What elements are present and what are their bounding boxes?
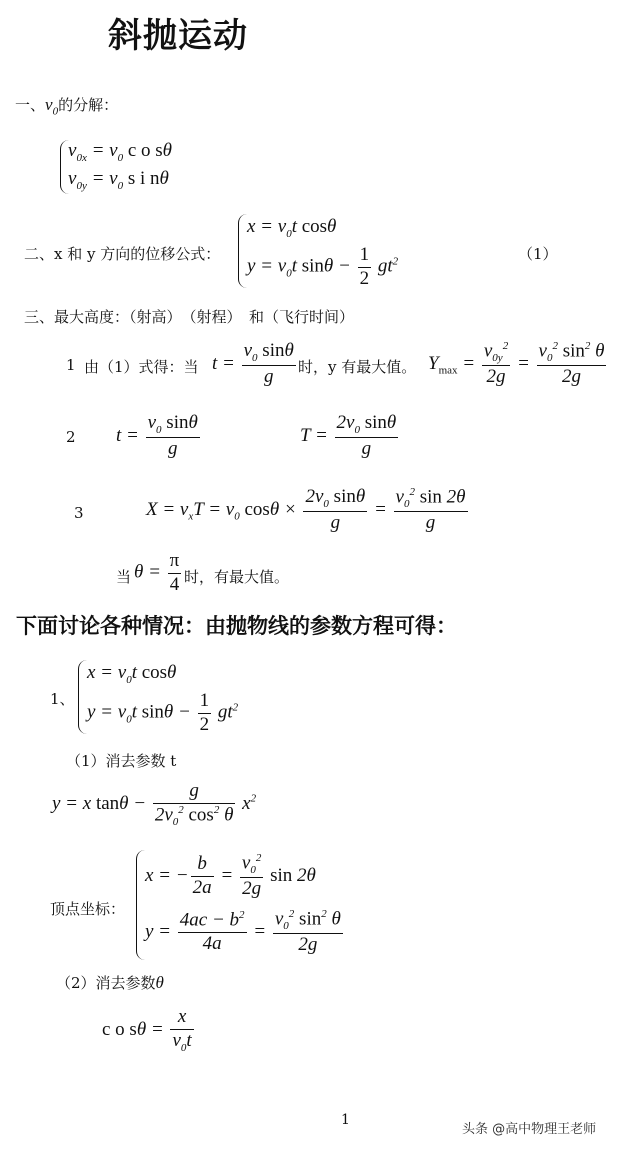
item-2-number: 2 bbox=[66, 428, 76, 446]
item-1-number: 1 bbox=[66, 356, 76, 374]
sin-text: s i n bbox=[127, 168, 160, 189]
eq-range: $X = v_xT = v_0$ cosθ × $\frac{2v_0 \sin\theta}{g}$ = $\frac{v_0^2 \sin 2\theta}{g}$ bbox=[146, 486, 466, 534]
section-1-text: 的分解： bbox=[58, 96, 119, 114]
watermark: 头条 @高中物理王老师 bbox=[462, 1122, 597, 1137]
case-1-label: 1、 bbox=[50, 690, 75, 708]
eq-vertex-y: y = $\frac{4ac - b^2}{4a}$ = $\frac{v_0^2 \sin^2 \theta}{2g}$ bbox=[145, 908, 341, 956]
eq-t-max-height: t = $\frac{v_0 \sin\theta}{g}$ bbox=[212, 340, 294, 387]
item-3-number: 3 bbox=[74, 504, 84, 522]
discussion-heading: 下面讨论各种情况：由抛物线的参数方程可得： bbox=[16, 614, 457, 638]
eq-theta-optimal: θ = $\frac{\pi}{4}$ bbox=[134, 550, 180, 595]
eq-x-displacement: $x = v_0t$ cosθ bbox=[247, 216, 337, 240]
subcase-2-label: （2）消去参数 bbox=[56, 974, 156, 992]
when-text: 当 bbox=[116, 568, 132, 586]
eq-cos-theta: c o sθ = $\frac{x}{v_0t}$ bbox=[102, 1006, 192, 1054]
section-1-heading bbox=[15, 94, 118, 117]
when-end-text: 时，有最大值。 bbox=[184, 568, 290, 586]
eq-param-y: $y = v_0t$ sinθ − $\frac{1}{2}$ $gt^2$ bbox=[87, 690, 239, 735]
eq-vertex-x: x = − $\frac{b}{2a}$ = $\frac{v_0^2}{2g}$ sin 2θ bbox=[145, 852, 316, 900]
eq-v0y: $v_{0y} = v_0$ s i nθ bbox=[68, 168, 169, 192]
v0-symbol: $v_0$ bbox=[45, 95, 59, 118]
item-1-text: 由（1）式得：当 bbox=[84, 358, 199, 376]
eq-T-flight: T = $\frac{2v_0 \sin\theta}{g}$ bbox=[300, 412, 397, 459]
cos-text: c o s bbox=[127, 140, 163, 161]
page-number: 1 bbox=[341, 1112, 350, 1128]
subcase-2-text: （2）消去参数θ bbox=[56, 973, 164, 992]
eq-trajectory: y = x tanθ − $\frac{g}{2v_0^2 \cos^2 \theta}$ $x^2$ bbox=[52, 780, 257, 828]
brace-parametric bbox=[78, 660, 87, 734]
cos-label: c o s bbox=[102, 1018, 137, 1040]
vertex-label: 顶点坐标： bbox=[50, 900, 126, 918]
eq-y-displacement: $y = v_0t$ sinθ − $\frac{1}{2}$ $gt^2$ bbox=[247, 244, 399, 289]
eq-v0x: $v_{0x} = v_0$ c o sθ bbox=[68, 140, 173, 164]
equation-number: （1） bbox=[518, 245, 558, 263]
item-1-mid-text: 时，y 有最大值。 bbox=[298, 358, 417, 376]
eq-param-x: $x = v_0t$ cosθ bbox=[87, 662, 177, 686]
page-title: 斜抛运动 bbox=[108, 16, 248, 56]
eq-t-rise: t = $\frac{v_0 \sin\theta}{g}$ bbox=[116, 412, 198, 459]
section-3-heading: 三、最大高度：（射高） （射程） 和（飞行时间） bbox=[24, 308, 355, 326]
eq-ymax: $Y_{max}$ = $\frac{v_{0y}^2}{2g}$ = $\frac{v_0^2 \sin^2 \theta}{2g}$ bbox=[428, 340, 605, 388]
section-1-label: 一、 bbox=[15, 96, 46, 114]
brace-vertex bbox=[136, 850, 145, 960]
brace-displacement bbox=[238, 214, 247, 288]
subcase-1-text: （1）消去参数 t bbox=[66, 752, 177, 770]
section-2-heading: 二、x 和 y 方向的位移公式： bbox=[24, 245, 221, 263]
